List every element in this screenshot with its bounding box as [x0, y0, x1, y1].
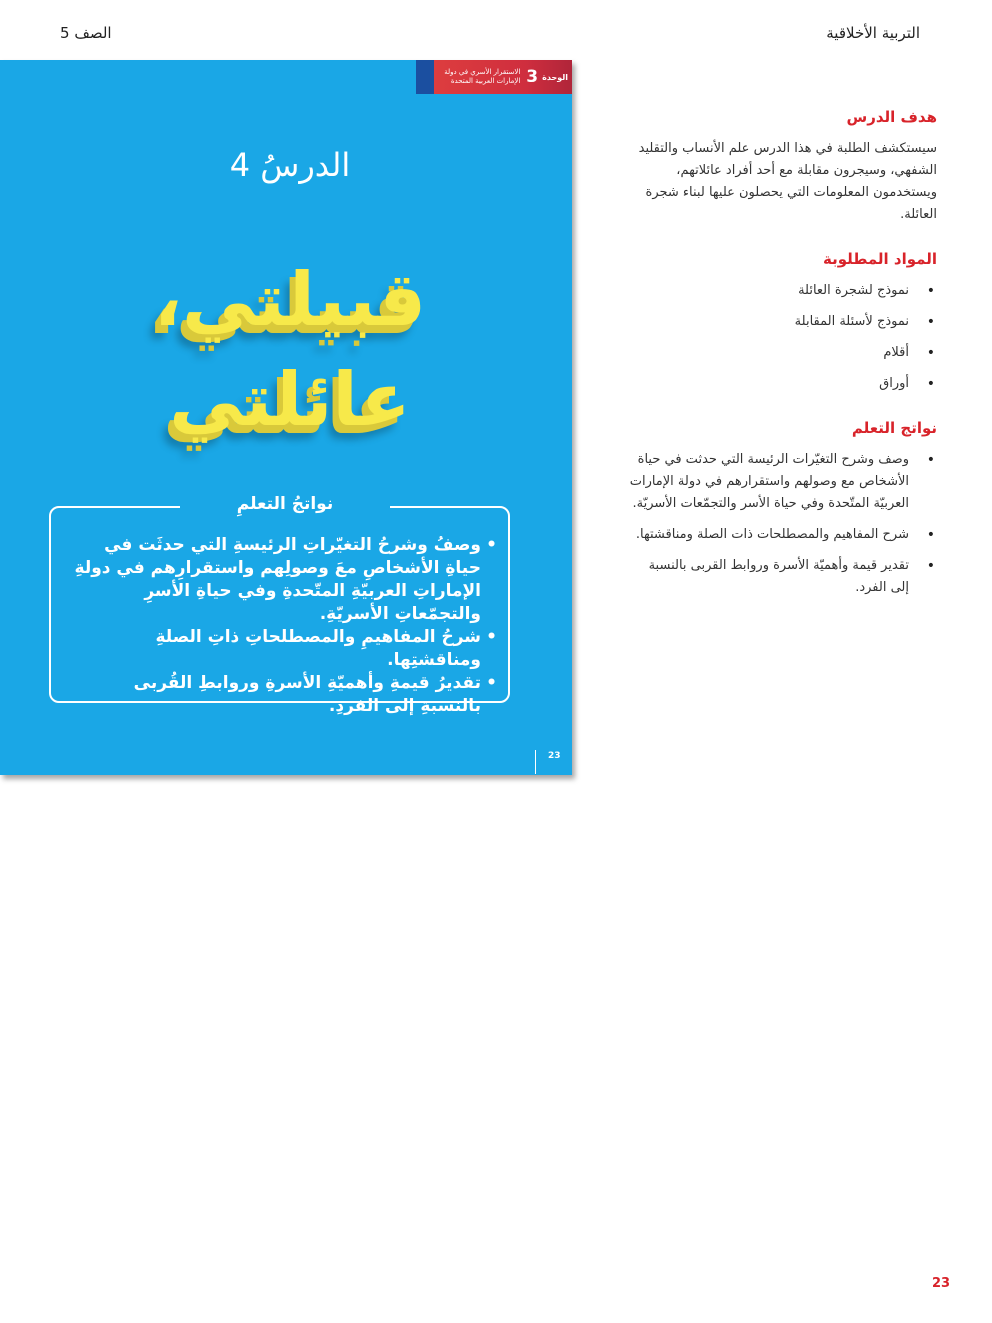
grade-number: 5	[60, 24, 70, 42]
grade-word: الصف	[74, 24, 112, 42]
materials-list	[627, 280, 937, 395]
list-item: • نموذج لشجرة العائلة	[627, 280, 937, 302]
lesson-title	[90, 250, 490, 450]
list-item: • شرح المفاهيم والمصطلحات ذات الصلة ومناقشتها.	[627, 524, 937, 546]
list-item: • نموذج لأسئلة المقابلة	[627, 311, 937, 333]
list-item: • وصفُ وشرحُ التغيّراتِ الرئيسةِ التي حدثَت في حياةِ الأشخاصِ معَ وصولِهم واستقرارِهم في دولةِ الإماراتِ العربيّةِ المتّحدةِ وفي حياةِ الأسرِ والتجمّعاتِ الأسريّةِ.	[72, 534, 497, 626]
goal-text: سيستكشف الطلبة في هذا الدرس علم الأنساب والتقليد الشفهي، وسيجرون مقابلة مع أحد أفراد عائلاتهم، ويستخدمون المعلومات التي يحصلون عليها لبناء شجرة العائلة.	[638, 141, 937, 222]
list-item: • تقدير قيمة وأهميّة الأسرة وروابط القربى بالنسبة إلى الفرد.	[627, 555, 937, 599]
subject-title: التربية الأخلاقية	[826, 24, 920, 42]
outcomes-section	[627, 419, 937, 599]
list-item: • أقلام	[627, 342, 937, 364]
goal-title: هدف الدرس	[846, 108, 937, 126]
teacher-notes	[627, 108, 937, 623]
materials-section	[627, 250, 937, 395]
unit-title: الاستقرار الأسري في دولة الإمارات العربية المتحدة	[444, 68, 521, 85]
outcomes-title: نواتج التعلم	[851, 419, 937, 437]
unit-word: الوحدة	[542, 72, 568, 82]
page-number: 23	[932, 1276, 951, 1291]
lesson-title-line1: قبيلتي،	[153, 257, 427, 343]
student-page-preview	[0, 60, 572, 775]
list-item: • وصف وشرح التغيّرات الرئيسة التي حدثت في حياة الأشخاص مع وصولهم واستقرارهم في دولة الإمارات العربيّة المتّحدة وفي حياة الأسر والتجمّعات الأسريّة.	[627, 449, 937, 515]
student-page-number: 23	[548, 751, 561, 761]
lesson-number: الدرسُ 4	[229, 146, 351, 184]
list-item: • أوراق	[627, 373, 937, 395]
materials-title: المواد المطلوبة	[823, 250, 937, 268]
unit-banner	[416, 60, 572, 94]
unit-number: 3	[526, 67, 539, 87]
student-outcomes-list	[72, 534, 497, 718]
outcomes-heading: نواتجُ التعلمِ	[180, 494, 390, 514]
lesson-title-line2: عائلتي	[169, 357, 411, 443]
divider	[535, 750, 536, 774]
list-item: • تقديرُ قيمةِ وأهميّةِ الأسرةِ وروابطِ القُربى بالنسبةِ إلى الفردِ.	[72, 672, 497, 718]
teacher-outcomes-list	[627, 449, 937, 599]
unit-banner-tail	[416, 60, 434, 94]
goal-section	[627, 108, 937, 226]
list-item: • شرحُ المفاهيمِ والمصطلحاتِ ذاتِ الصلةِ ومناقشتِها.	[72, 626, 497, 672]
grade-label	[60, 24, 260, 42]
